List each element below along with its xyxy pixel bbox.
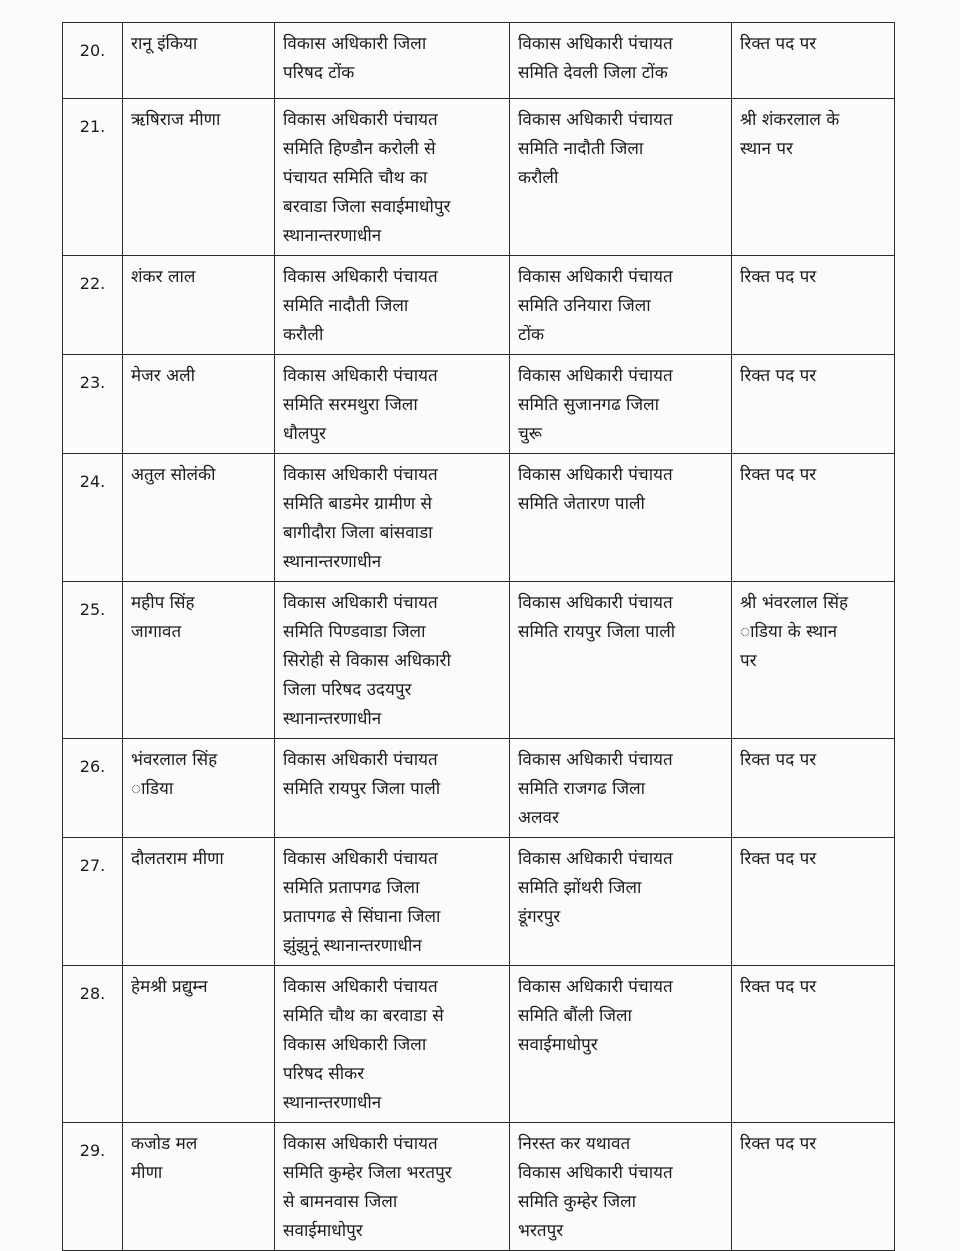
officer-name-cell: भंवरलाल सिंह ाडिया bbox=[123, 739, 275, 838]
remark-cell: रिक्त पद पर bbox=[732, 355, 895, 454]
current-posting-cell: विकास अधिकारी पंचायत समिति चौथ का बरवाडा से विकास अधिकारी जिला परिषद सीकर स्थानान्तरणाधीन bbox=[275, 966, 510, 1123]
new-posting-cell: विकास अधिकारी पंचायत समिति उनियारा जिला टोंक bbox=[510, 256, 732, 355]
remark-cell: रिक्त पद पर bbox=[732, 739, 895, 838]
table-row bbox=[63, 966, 895, 1123]
new-posting-cell: विकास अधिकारी पंचायत समिति नादौती जिला करौली bbox=[510, 99, 732, 256]
new-posting-cell: विकास अधिकारी पंचायत समिति राजगढ जिला अलवर bbox=[510, 739, 732, 838]
current-posting-cell: विकास अधिकारी पंचायत समिति रायपुर जिला पाली bbox=[275, 739, 510, 838]
officer-name-cell: रानू इंकिया bbox=[123, 23, 275, 99]
table-row bbox=[63, 99, 895, 256]
current-posting-cell: विकास अधिकारी पंचायत समिति पिण्डवाडा जिला सिरोही से विकास अधिकारी जिला परिषद उदयपुर स्थानान्तरणाधीन bbox=[275, 582, 510, 739]
remark-cell: श्री भंवरलाल सिंह ाडिया के स्थान पर bbox=[732, 582, 895, 739]
serial-number-cell: 22. bbox=[63, 256, 123, 355]
table-row bbox=[63, 23, 895, 99]
serial-number-cell: 25. bbox=[63, 582, 123, 739]
remark-cell: रिक्त पद पर bbox=[732, 1123, 895, 1251]
new-posting-cell: विकास अधिकारी पंचायत समिति जेतारण पाली bbox=[510, 454, 732, 582]
table-row bbox=[63, 739, 895, 838]
transfer-orders-table bbox=[62, 22, 895, 1251]
current-posting-cell: विकास अधिकारी पंचायत समिति नादौती जिला करौली bbox=[275, 256, 510, 355]
remark-cell: रिक्त पद पर bbox=[732, 838, 895, 966]
remark-cell: रिक्त पद पर bbox=[732, 23, 895, 99]
serial-number-cell: 24. bbox=[63, 454, 123, 582]
current-posting-cell: विकास अधिकारी पंचायत समिति कुम्हेर जिला भरतपुर से बामनवास जिला सवाईमाधोपुर bbox=[275, 1123, 510, 1251]
remark-cell: रिक्त पद पर bbox=[732, 454, 895, 582]
remark-cell: रिक्त पद पर bbox=[732, 966, 895, 1123]
new-posting-cell: विकास अधिकारी पंचायत समिति झोंथरी जिला डूंगरपुर bbox=[510, 838, 732, 966]
serial-number-cell: 23. bbox=[63, 355, 123, 454]
table-row bbox=[63, 582, 895, 739]
new-posting-cell: विकास अधिकारी पंचायत समिति देवली जिला टोंक bbox=[510, 23, 732, 99]
table-row bbox=[63, 355, 895, 454]
officer-name-cell: ऋषिराज मीणा bbox=[123, 99, 275, 256]
current-posting-cell: विकास अधिकारी पंचायत समिति सरमथुरा जिला धौलपुर bbox=[275, 355, 510, 454]
officer-name-cell: अतुल सोलंकी bbox=[123, 454, 275, 582]
new-posting-cell: विकास अधिकारी पंचायत समिति सुजानगढ जिला चुरू bbox=[510, 355, 732, 454]
current-posting-cell: विकास अधिकारी जिला परिषद टोंक bbox=[275, 23, 510, 99]
remark-cell: श्री शंकरलाल के स्थान पर bbox=[732, 99, 895, 256]
table-body bbox=[63, 23, 895, 1251]
serial-number-cell: 27. bbox=[63, 838, 123, 966]
new-posting-cell: विकास अधिकारी पंचायत समिति बौंली जिला सवाईमाधोपुर bbox=[510, 966, 732, 1123]
remark-cell: रिक्त पद पर bbox=[732, 256, 895, 355]
officer-name-cell: हेमश्री प्रद्युम्न bbox=[123, 966, 275, 1123]
officer-name-cell: मेजर अली bbox=[123, 355, 275, 454]
serial-number-cell: 26. bbox=[63, 739, 123, 838]
new-posting-cell: निरस्त कर यथावत विकास अधिकारी पंचायत समिति कुम्हेर जिला भरतपुर bbox=[510, 1123, 732, 1251]
officer-name-cell: शंकर लाल bbox=[123, 256, 275, 355]
new-posting-cell: विकास अधिकारी पंचायत समिति रायपुर जिला पाली bbox=[510, 582, 732, 739]
current-posting-cell: विकास अधिकारी पंचायत समिति हिण्डौन करोली से पंचायत समिति चौथ का बरवाडा जिला सवाईमाधोपुर स्थानान्तरणाधीन bbox=[275, 99, 510, 256]
serial-number-cell: 20. bbox=[63, 23, 123, 99]
serial-number-cell: 28. bbox=[63, 966, 123, 1123]
officer-name-cell: कजोड मल मीणा bbox=[123, 1123, 275, 1251]
officer-name-cell: दौलतराम मीणा bbox=[123, 838, 275, 966]
officer-name-cell: महीप सिंह जागावत bbox=[123, 582, 275, 739]
table-row bbox=[63, 454, 895, 582]
serial-number-cell: 29. bbox=[63, 1123, 123, 1251]
current-posting-cell: विकास अधिकारी पंचायत समिति बाडमेर ग्रामीण से बागीदौरा जिला बांसवाडा स्थानान्तरणाधीन bbox=[275, 454, 510, 582]
current-posting-cell: विकास अधिकारी पंचायत समिति प्रतापगढ जिला प्रतापगढ से सिंघाना जिला झुंझुनूं स्थानान्तरणाधीन bbox=[275, 838, 510, 966]
table-row bbox=[63, 1123, 895, 1251]
table-row bbox=[63, 838, 895, 966]
serial-number-cell: 21. bbox=[63, 99, 123, 256]
table-row bbox=[63, 256, 895, 355]
